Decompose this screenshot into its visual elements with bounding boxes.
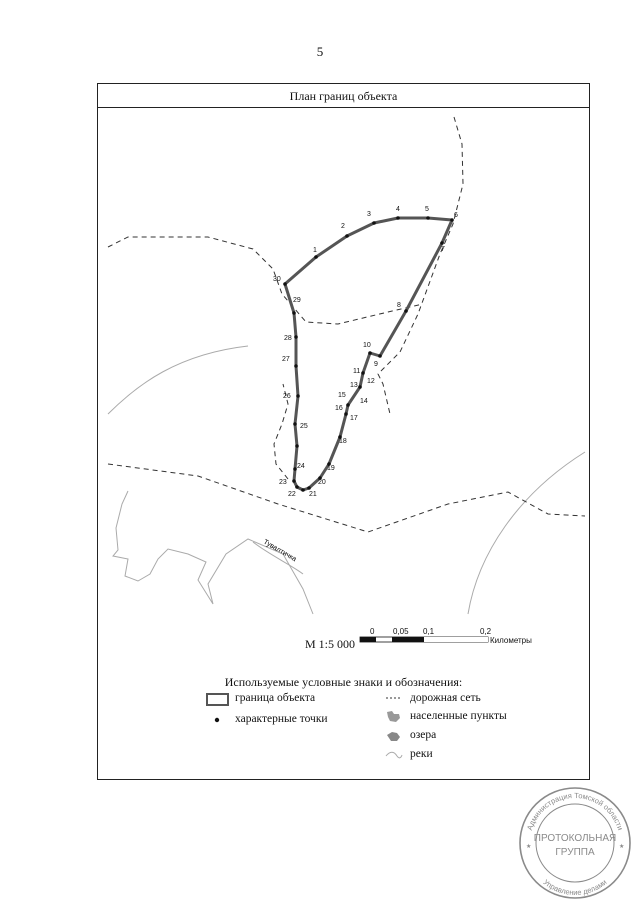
road-line [108,237,423,324]
river-label: Тувалтичка [262,538,298,564]
stamp-ring-top: Администрация Томской области [525,790,625,832]
svg-text:14: 14 [360,398,368,405]
river-line [468,452,585,614]
svg-text:21: 21 [309,491,317,498]
svg-text:3: 3 [367,211,371,218]
legend-title: Используемые условные знаки и обозначения: [224,675,463,689]
svg-text:8: 8 [397,302,401,309]
object-boundary [285,218,452,490]
svg-text:11: 11 [353,368,361,375]
svg-text:23: 23 [279,479,287,486]
stamp-center-line-1: ПРОТОКОЛЬНАЯ [533,833,617,844]
svg-text:19: 19 [327,465,335,472]
legend-boundary-label: граница объекта [235,692,316,704]
svg-text:4: 4 [396,206,400,213]
scale-bar [360,627,532,645]
scale-label: М 1:5 000 [305,637,356,651]
svg-text:12: 12 [367,378,375,385]
svg-text:6: 6 [454,212,458,219]
scale-tick: 0 [370,627,375,636]
legend-roads-label: дорожная сеть [410,692,481,704]
svg-text:9: 9 [374,361,378,368]
svg-text:26: 26 [283,393,291,400]
point-labels [273,206,458,498]
legend-point-symbol [215,718,219,722]
stamp-star-icon: ★ [526,844,532,850]
svg-text:10: 10 [363,342,371,349]
legend-lake-symbol [387,732,400,741]
svg-text:28: 28 [284,335,292,342]
svg-text:17: 17 [350,415,358,422]
rivers [108,346,585,614]
svg-text:24: 24 [297,463,305,470]
svg-text:22: 22 [288,491,296,498]
road-line [378,117,463,414]
roads [108,117,585,532]
svg-text:18: 18 [339,438,347,445]
legend-rivers-label: реки [410,748,433,760]
svg-text:5: 5 [425,206,429,213]
river-line [108,346,248,414]
svg-text:13: 13 [350,382,358,389]
page-number: 5 [316,44,324,59]
stamp-star-icon: ★ [619,844,625,850]
svg-text:16: 16 [335,405,343,412]
stamp-ring-bottom: Управление делами [541,877,609,897]
stamp-center-line-2: ГРУППА [555,847,595,858]
svg-text:25: 25 [300,423,308,430]
map-title: План границ объекта [98,84,589,108]
svg-text:29: 29 [293,297,301,304]
legend-points-label: характерные точки [235,713,328,725]
legend-lakes-label: озера [410,729,437,741]
scale-unit: Километры [490,636,532,645]
scale-tick: 0,05 [393,627,409,636]
svg-text:27: 27 [282,356,290,363]
legend-settlements-label: населенные пункты [410,710,507,722]
svg-text:1: 1 [313,247,317,254]
scale-tick: 0,1 [423,627,435,636]
official-stamp [516,784,634,902]
svg-text:30: 30 [273,276,281,283]
scale-tick: 0,2 [480,627,492,636]
road-line [108,464,585,532]
svg-text:20: 20 [318,479,326,486]
svg-text:2: 2 [341,223,345,230]
legend-settlement-symbol [387,711,400,722]
legend-boundary-symbol [207,694,228,705]
svg-text:15: 15 [338,392,346,399]
map-frame [97,83,590,780]
legend-river-symbol [386,752,402,758]
svg-text:7: 7 [441,246,445,253]
